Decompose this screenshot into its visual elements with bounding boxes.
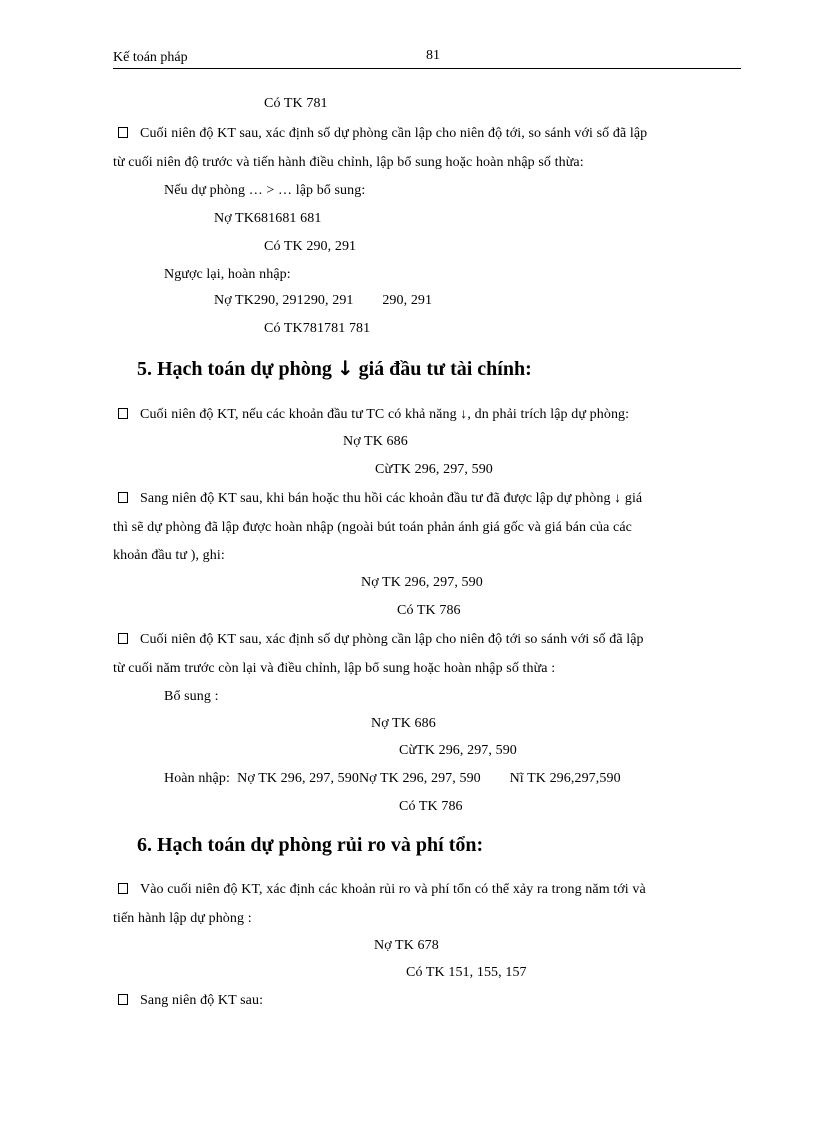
- paragraph-line: từ cuối năm trước còn lại và điều chỉnh, lập bổ sung hoặc hoàn nhập số thừa :: [113, 661, 556, 676]
- journal-line: Hoàn nhập: Nợ TK 296, 297, 590Nợ TK 296, 297, 590 Nĩ TK 296,297,590: [164, 771, 621, 786]
- journal-line: Nợ TK681681 681: [214, 211, 322, 226]
- bullet-box-icon: [118, 633, 128, 644]
- bullet-box-icon: [118, 492, 128, 503]
- journal-line: CừTK 296, 297, 590: [399, 743, 517, 758]
- header-rule: [113, 68, 741, 69]
- paragraph-line: Cuối niên độ KT, nếu các khoản đầu tư TC có khả năng ↓, dn phải trích lập dự phòng:: [140, 407, 630, 422]
- page-number: 81: [426, 48, 440, 63]
- section-heading-5: 5. Hạch toán dự phòng ↓ giá đầu tư tài chính:: [137, 356, 532, 380]
- bullet-box-icon: [118, 408, 128, 419]
- journal-line: Có TK 151, 155, 157: [406, 965, 527, 980]
- paragraph-line: khoản đầu tư ), ghi:: [113, 548, 225, 563]
- journal-line: Có TK 781: [264, 96, 328, 111]
- journal-line: Nợ TK 678: [374, 938, 439, 953]
- journal-line: Có TK 786: [399, 799, 463, 814]
- journal-line: CừTK 296, 297, 590: [375, 462, 493, 477]
- paragraph-line: Cuối niên độ KT sau, xác định số dự phòng cần lập cho niên độ tới, so sánh với số đã lập: [140, 126, 648, 141]
- journal-line: Có TK 290, 291: [264, 239, 357, 254]
- journal-line: Có TK 786: [397, 603, 461, 618]
- paragraph-line: từ cuối niên độ trước và tiến hành điều chỉnh, lập bổ sung hoặc hoàn nhập số thừa:: [113, 155, 584, 170]
- journal-line: Nợ TK290, 291290, 291 290, 291: [214, 293, 433, 308]
- paragraph-line: Sang niên độ KT sau:: [140, 993, 264, 1008]
- paragraph-line: Cuối niên độ KT sau, xác định số dự phòng cần lập cho niên độ tới so sánh với số đã lập: [140, 632, 644, 647]
- bullet-box-icon: [118, 883, 128, 894]
- journal-line: Nợ TK 686: [371, 716, 436, 731]
- paragraph-line: Nếu dự phòng … > … lập bổ sung:: [164, 183, 366, 198]
- paragraph-line: Vào cuối niên độ KT, xác định các khoản rủi ro và phí tổn có thể xảy ra trong năm tới và: [140, 882, 646, 897]
- paragraph-line: Bổ sung :: [164, 689, 219, 704]
- paragraph-line: Sang niên độ KT sau, khi bán hoặc thu hồi các khoản đầu tư đã được lập dự phòng ↓ giá: [140, 491, 643, 506]
- bullet-box-icon: [118, 994, 128, 1005]
- section-heading-6: 6. Hạch toán dự phòng rủi ro và phí tổn:: [137, 834, 484, 856]
- journal-line: Có TK781781 781: [264, 321, 371, 336]
- journal-line: Nợ TK 296, 297, 590: [361, 575, 483, 590]
- paragraph-line: Ngược lại, hoàn nhập:: [164, 267, 291, 282]
- down-arrow-icon: ↓: [336, 356, 354, 380]
- journal-line: Nợ TK 686: [343, 434, 408, 449]
- paragraph-line: tiến hành lập dự phòng :: [113, 911, 252, 926]
- paragraph-line: thì sẽ dự phòng đã lập được hoàn nhập (ngoài bút toán phản ánh giá gốc và giá bán của các: [113, 520, 632, 535]
- running-header-title: Kế toán pháp: [113, 50, 188, 65]
- bullet-box-icon: [118, 127, 128, 138]
